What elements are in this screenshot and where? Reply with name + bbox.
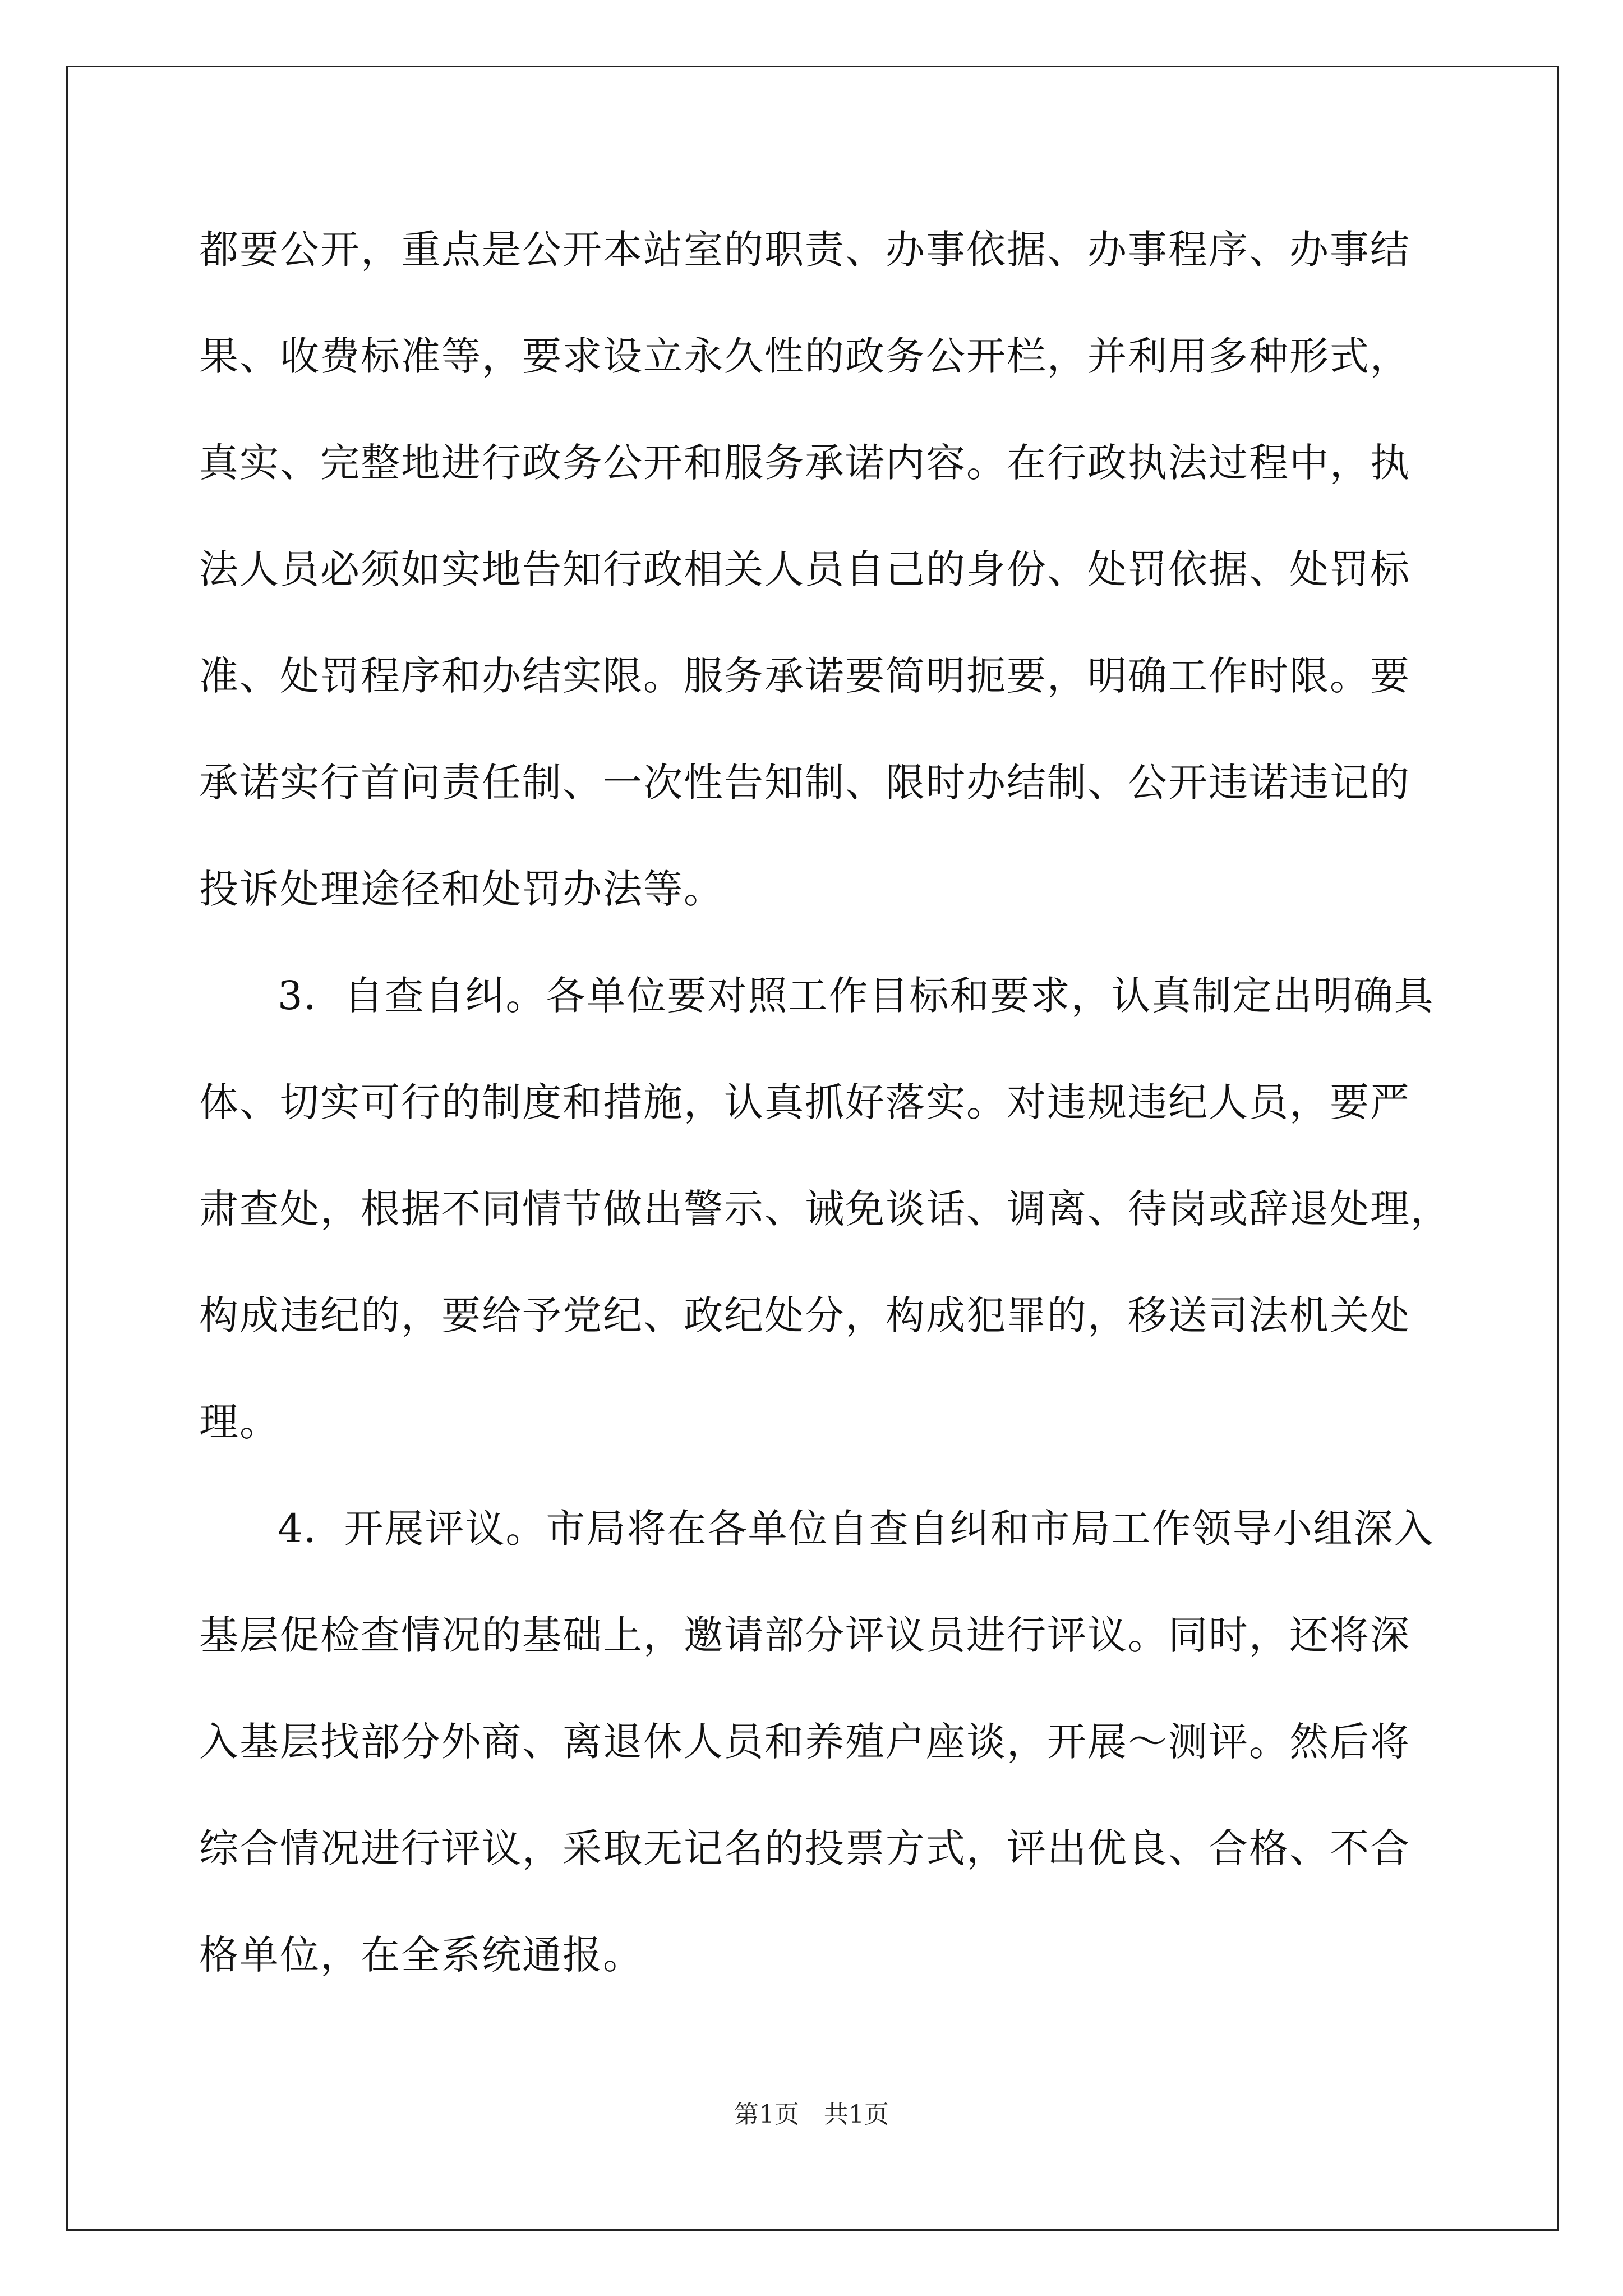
text-line: 体、切实可行的制度和措施，认真抓好落实。对违规违纪人员，要严 (199, 1079, 1410, 1125)
text-line: 真实、完整地进行政务公开和服务承诺内容。在行政执法过程中，执 (199, 440, 1410, 486)
text-line: 构成违纪的，要给予党纪、政纪处分，构成犯罪的，移送司法机关处 (199, 1292, 1410, 1338)
paragraph-start-line: 4．开展评议。市局将在各单位自查自纠和市局工作领导小组深入 (278, 1506, 1435, 1552)
page-number-footer: 第1页 共1页 (734, 2100, 889, 2129)
text-line: 理。 (199, 1399, 280, 1445)
text-line: 都要公开，重点是公开本站室的职责、办事依据、办事程序、办事结 (199, 227, 1410, 273)
document-body (199, 222, 1455, 2033)
text-line: 肃查处，根据不同情节做出警示、诫免谈话、调离、待岗或辞退处理， (199, 1186, 1451, 1232)
text-line: 基层促检查情况的基础上，邀请部分评议员进行评议。同时，还将深 (199, 1612, 1410, 1658)
text-line: 承诺实行首问责任制、一次性告知制、限时办结制、公开违诺违记的 (199, 760, 1410, 806)
text-line: 入基层找部分外商、离退休人员和养殖户座谈，开展～测评。然后将 (199, 1719, 1410, 1765)
text-line: 准、处罚程序和办结实限。服务承诺要简明扼要，明确工作时限。要 (199, 653, 1410, 699)
text-line: 格单位，在全系统通报。 (199, 1932, 643, 1978)
text-line: 法人员必须如实地告知行政相关人员自己的身份、处罚依据、处罚标 (199, 546, 1410, 592)
paragraph-start-line: 3．自查自纠。各单位要对照工作目标和要求，认真制定出明确具 (278, 973, 1435, 1019)
text-line: 投诉处理途径和处罚办法等。 (199, 866, 724, 912)
text-line: 果、收费标准等，要求设立永久性的政务公开栏，并利用多种形式， (199, 333, 1410, 379)
text-line: 综合情况进行评议，采取无记名的投票方式，评出优良、合格、不合 (199, 1825, 1410, 1871)
